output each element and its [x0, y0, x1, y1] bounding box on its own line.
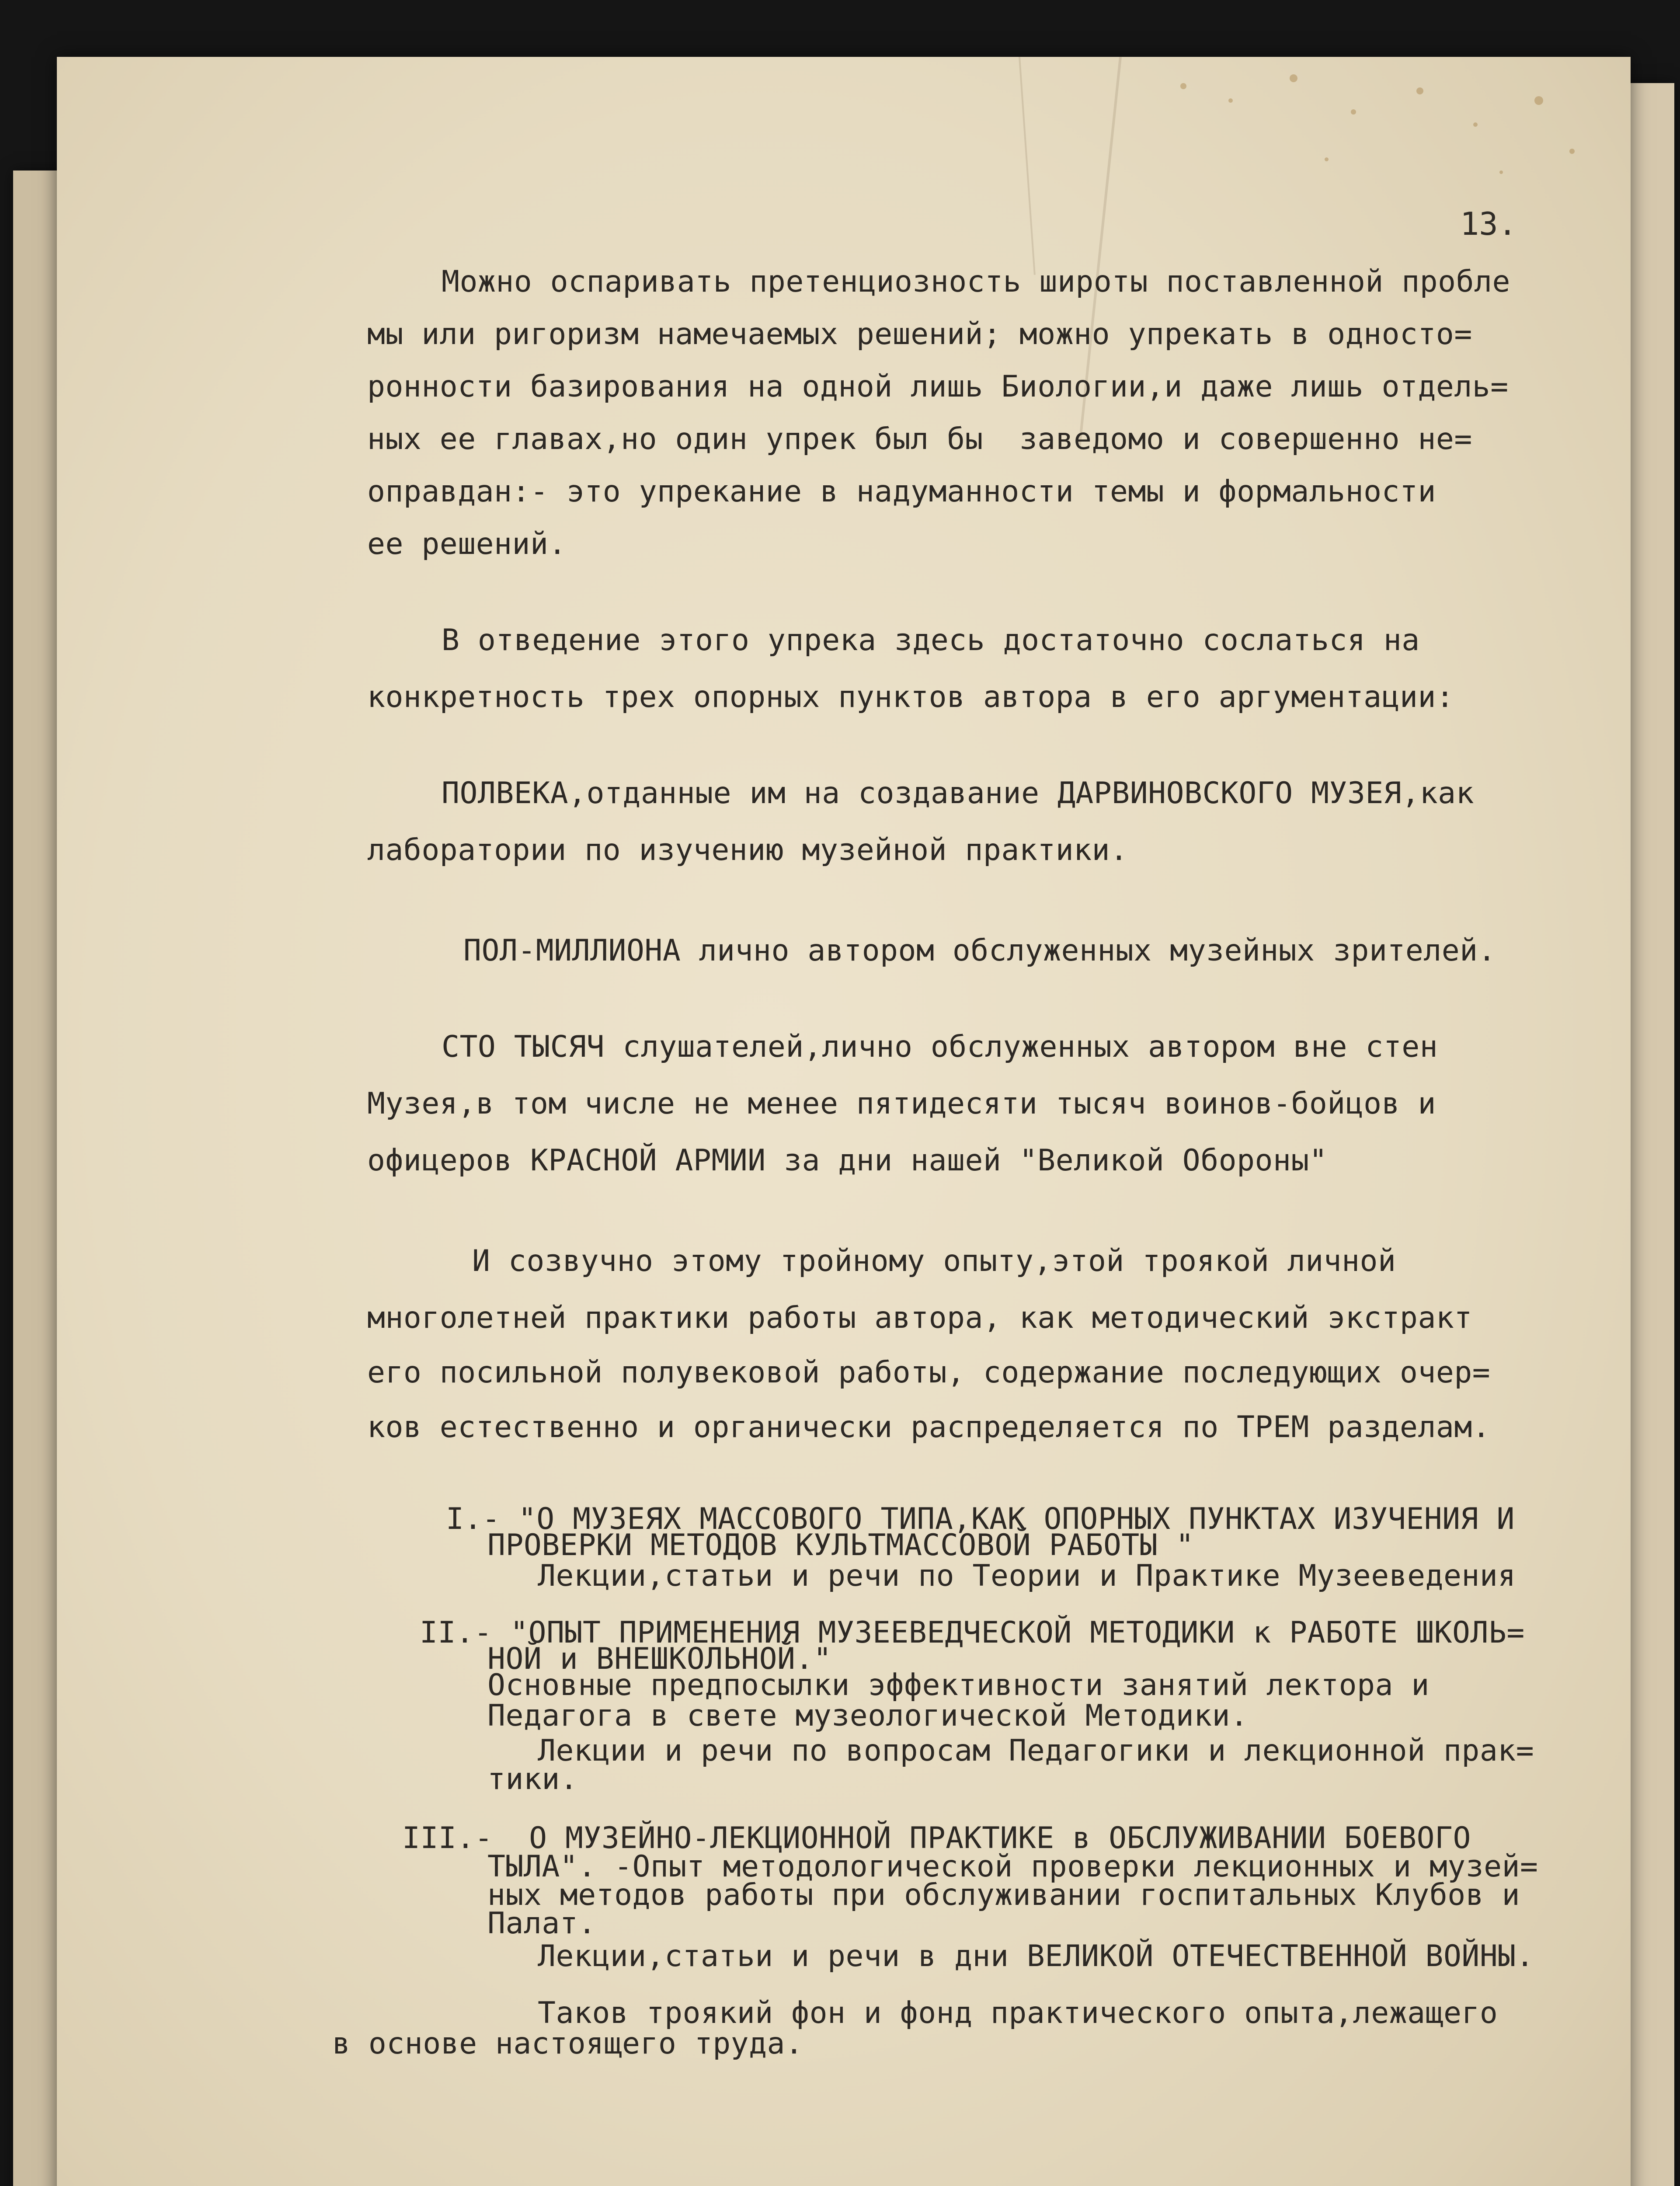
- text-line: многолетней практики работы автора, как методический экстракт: [367, 1301, 1472, 1335]
- text-line: СТО ТЫСЯЧ слушателей,лично обслуженных автором вне стен: [442, 1030, 1438, 1064]
- text-line: ронности базирования на одной лишь Биологии,и даже лишь отдель=: [367, 369, 1509, 404]
- text-line: Можно оспаривать претенциозность широты поставленной пробле: [442, 265, 1510, 299]
- text-line: ее решений.: [367, 527, 567, 561]
- text-line: его посильной полувековой работы, содержание последующих очер=: [367, 1355, 1491, 1390]
- text-line: Лекции и речи по вопросам Педагогики и лекционной прак=: [538, 1733, 1534, 1768]
- text-line: Основные предпосылки эффективности занятий лектора и: [487, 1668, 1430, 1702]
- text-line: мы или ригоризм намечаемых решений; можно упрекать в односто=: [367, 317, 1472, 352]
- text-line: оправдан:- это упрекание в надуманности темы и формальности: [367, 474, 1436, 509]
- text-line: ПОЛ-МИЛЛИОНА лично автором обслуженных музейных зрителей.: [463, 933, 1496, 968]
- text-line: ков естественно и органически распределяется по ТРЕМ разделам.: [367, 1410, 1491, 1445]
- section-heading: I.- "О МУЗЕЯХ МАССОВОГО ТИПА,КАК ОПОРНЫХ ПУНКТАХ ИЗУЧЕНИЯ И: [446, 1502, 1515, 1536]
- text-line: ТЫЛА". -Опыт методологической проверки лекционных и музей=: [487, 1849, 1538, 1884]
- section-heading: НОЙ и ВНЕШКОЛЬНОЙ.": [487, 1642, 832, 1676]
- text-line: конкретность трех опорных пунктов автора в его аргументации:: [367, 680, 1454, 714]
- text-line: Лекции,статьи и речи по Теории и Практике Музееведения: [538, 1559, 1516, 1593]
- text-line: Музея,в том числе не менее пятидесяти тысяч воинов-бойцов и: [367, 1086, 1436, 1121]
- text-line: офицеров КРАСНОЙ АРМИИ за дни нашей "Великой Обороны": [367, 1143, 1328, 1178]
- text-line: Лекции,статьи и речи в дни ВЕЛИКОЙ ОТЕЧЕСТВЕННОЙ ВОЙНЫ.: [538, 1939, 1534, 1974]
- section-heading: III.- О МУЗЕЙНО-ЛЕКЦИОННОЙ ПРАКТИКЕ в ОБСЛУЖИВАНИИ БОЕВОГО: [402, 1821, 1471, 1855]
- text-line: ных методов работы при обслуживании госпитальных Клубов и: [487, 1878, 1520, 1912]
- text-line: ных ее главах,но один упрек был бы заведомо и совершенно не=: [367, 422, 1472, 456]
- text-line: в основе настоящего труда.: [332, 2026, 803, 2061]
- text-line: ПОЛВЕКА,отданные им на создавание ДАРВИНОВСКОГО МУЗЕЯ,как: [442, 776, 1475, 811]
- text-line: Таков троякий фон и фонд практического опыта,лежащего: [538, 1996, 1498, 2030]
- text-line: Палат.: [487, 1906, 596, 1941]
- text-line: Педагога в свете музеологической Методики.: [487, 1699, 1249, 1733]
- section-heading: ПРОВЕРКИ МЕТОДОВ КУЛЬТМАССОВОЙ РАБОТЫ ": [487, 1528, 1194, 1563]
- text-line: В отведение этого упрека здесь достаточно сослаться на: [442, 623, 1420, 658]
- page-number: 13.: [1460, 205, 1517, 242]
- typewritten-page: [57, 57, 1631, 2186]
- section-heading: II.- "ОПЫТ ПРИМЕНЕНИЯ МУЗЕЕВЕДЧЕСКОЙ МЕТОДИКИ к РАБОТЕ ШКОЛЬ=: [420, 1615, 1525, 1650]
- text-line: лаборатории по изучению музейной практики.: [367, 833, 1128, 867]
- text-line: И созвучно этому тройному опыту,этой троякой личной: [472, 1244, 1396, 1278]
- text-line: тики.: [487, 1762, 578, 1796]
